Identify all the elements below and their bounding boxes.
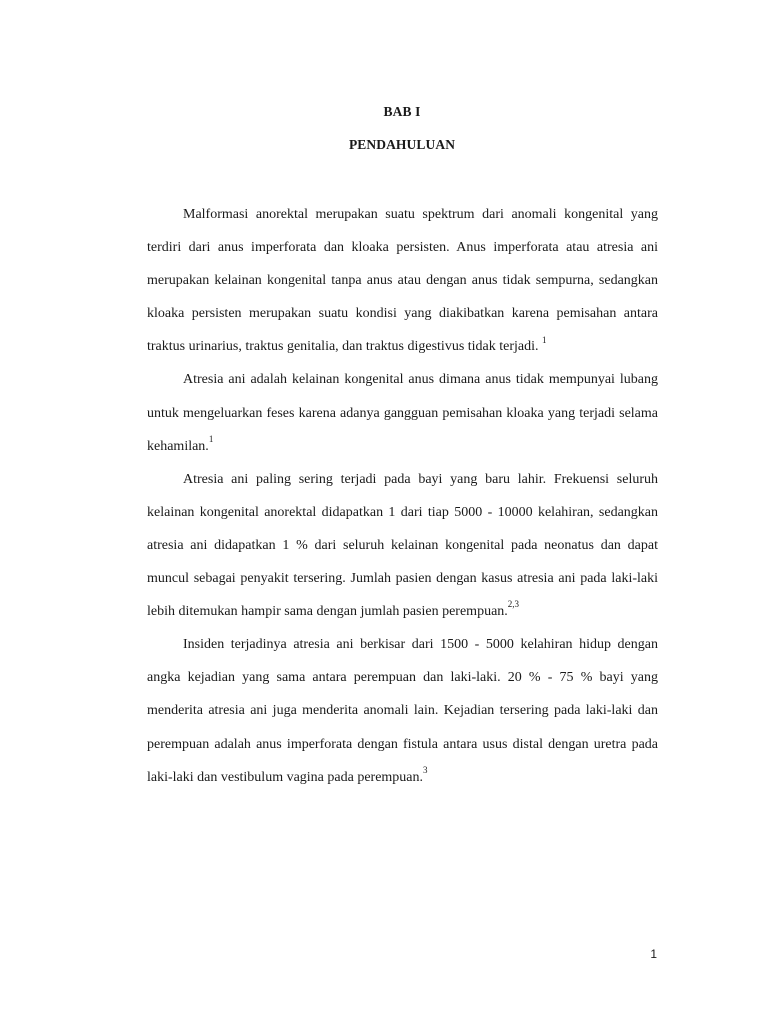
- paragraph: [147, 198, 658, 363]
- citation-ref: 1: [208, 434, 214, 444]
- chapter-title: PENDAHULUAN: [348, 137, 456, 152]
- paragraph: [147, 628, 658, 793]
- paragraph: [147, 363, 658, 462]
- page-number: 1: [650, 947, 657, 961]
- chapter-heading: BAB I: [383, 104, 421, 119]
- citation-ref: 1: [542, 334, 547, 345]
- paragraph-text: Atresia ani paling sering terjadi pada bayi yang baru lahir. Frekuensi seluruh kelainan kongenital anorektal didapatkan 1 dari tiap 5000 - 10000 kelahiran, sedangkan atresia ani didapatkan 1 % dari seluruh kelainan kongenital pada neonatus dan dapat muncul sebagai penyakit tersering. Jumlah pasien dengan kasus atresia ani pada laki-laki lebih ditemukan hampir sama dengan jumlah pasien perempuan.: [147, 471, 658, 620]
- paragraph-text: Insiden terjadinya atresia ani berkisar dari 1500 - 5000 kelahiran hidup dengan angka kejadian yang sama antara perempuan dan laki-laki. 20 % - 75 % bayi yang menderita atresia ani juga menderita anomali lain. Kejadian tersering pada laki-laki dan perempuan adalah anus imperforata dengan fistula antara usus distal dengan uretra pada laki-laki dan vestibulum vagina pada perempuan.: [147, 637, 658, 785]
- citation-ref: 2,3: [507, 599, 520, 610]
- paragraph-text: Atresia ani adalah kelainan kongenital anus dimana anus tidak mempunyai lubang untuk mengeluarkan feses karena adanya gangguan pemisahan kloaka yang terjadi selama kehamilan.: [147, 372, 658, 454]
- paragraph: [147, 463, 658, 628]
- paragraph-text: Malformasi anorektal merupakan suatu spektrum dari anomali kongenital yang terdiri dari anus imperforata dan kloaka persisten. Anus imperforata atau atresia ani merupakan kelainan kongenital tanpa anus atau dengan anus tidak sempurna, sedangkan kloaka persisten merupakan suatu kondisi yang diakibatkan karena pemisahan antara traktus urinarius, traktus genitalia, dan traktus digestivus tidak terjadi.: [147, 207, 658, 355]
- body-text: [147, 198, 658, 794]
- citation-ref: 3: [423, 764, 428, 775]
